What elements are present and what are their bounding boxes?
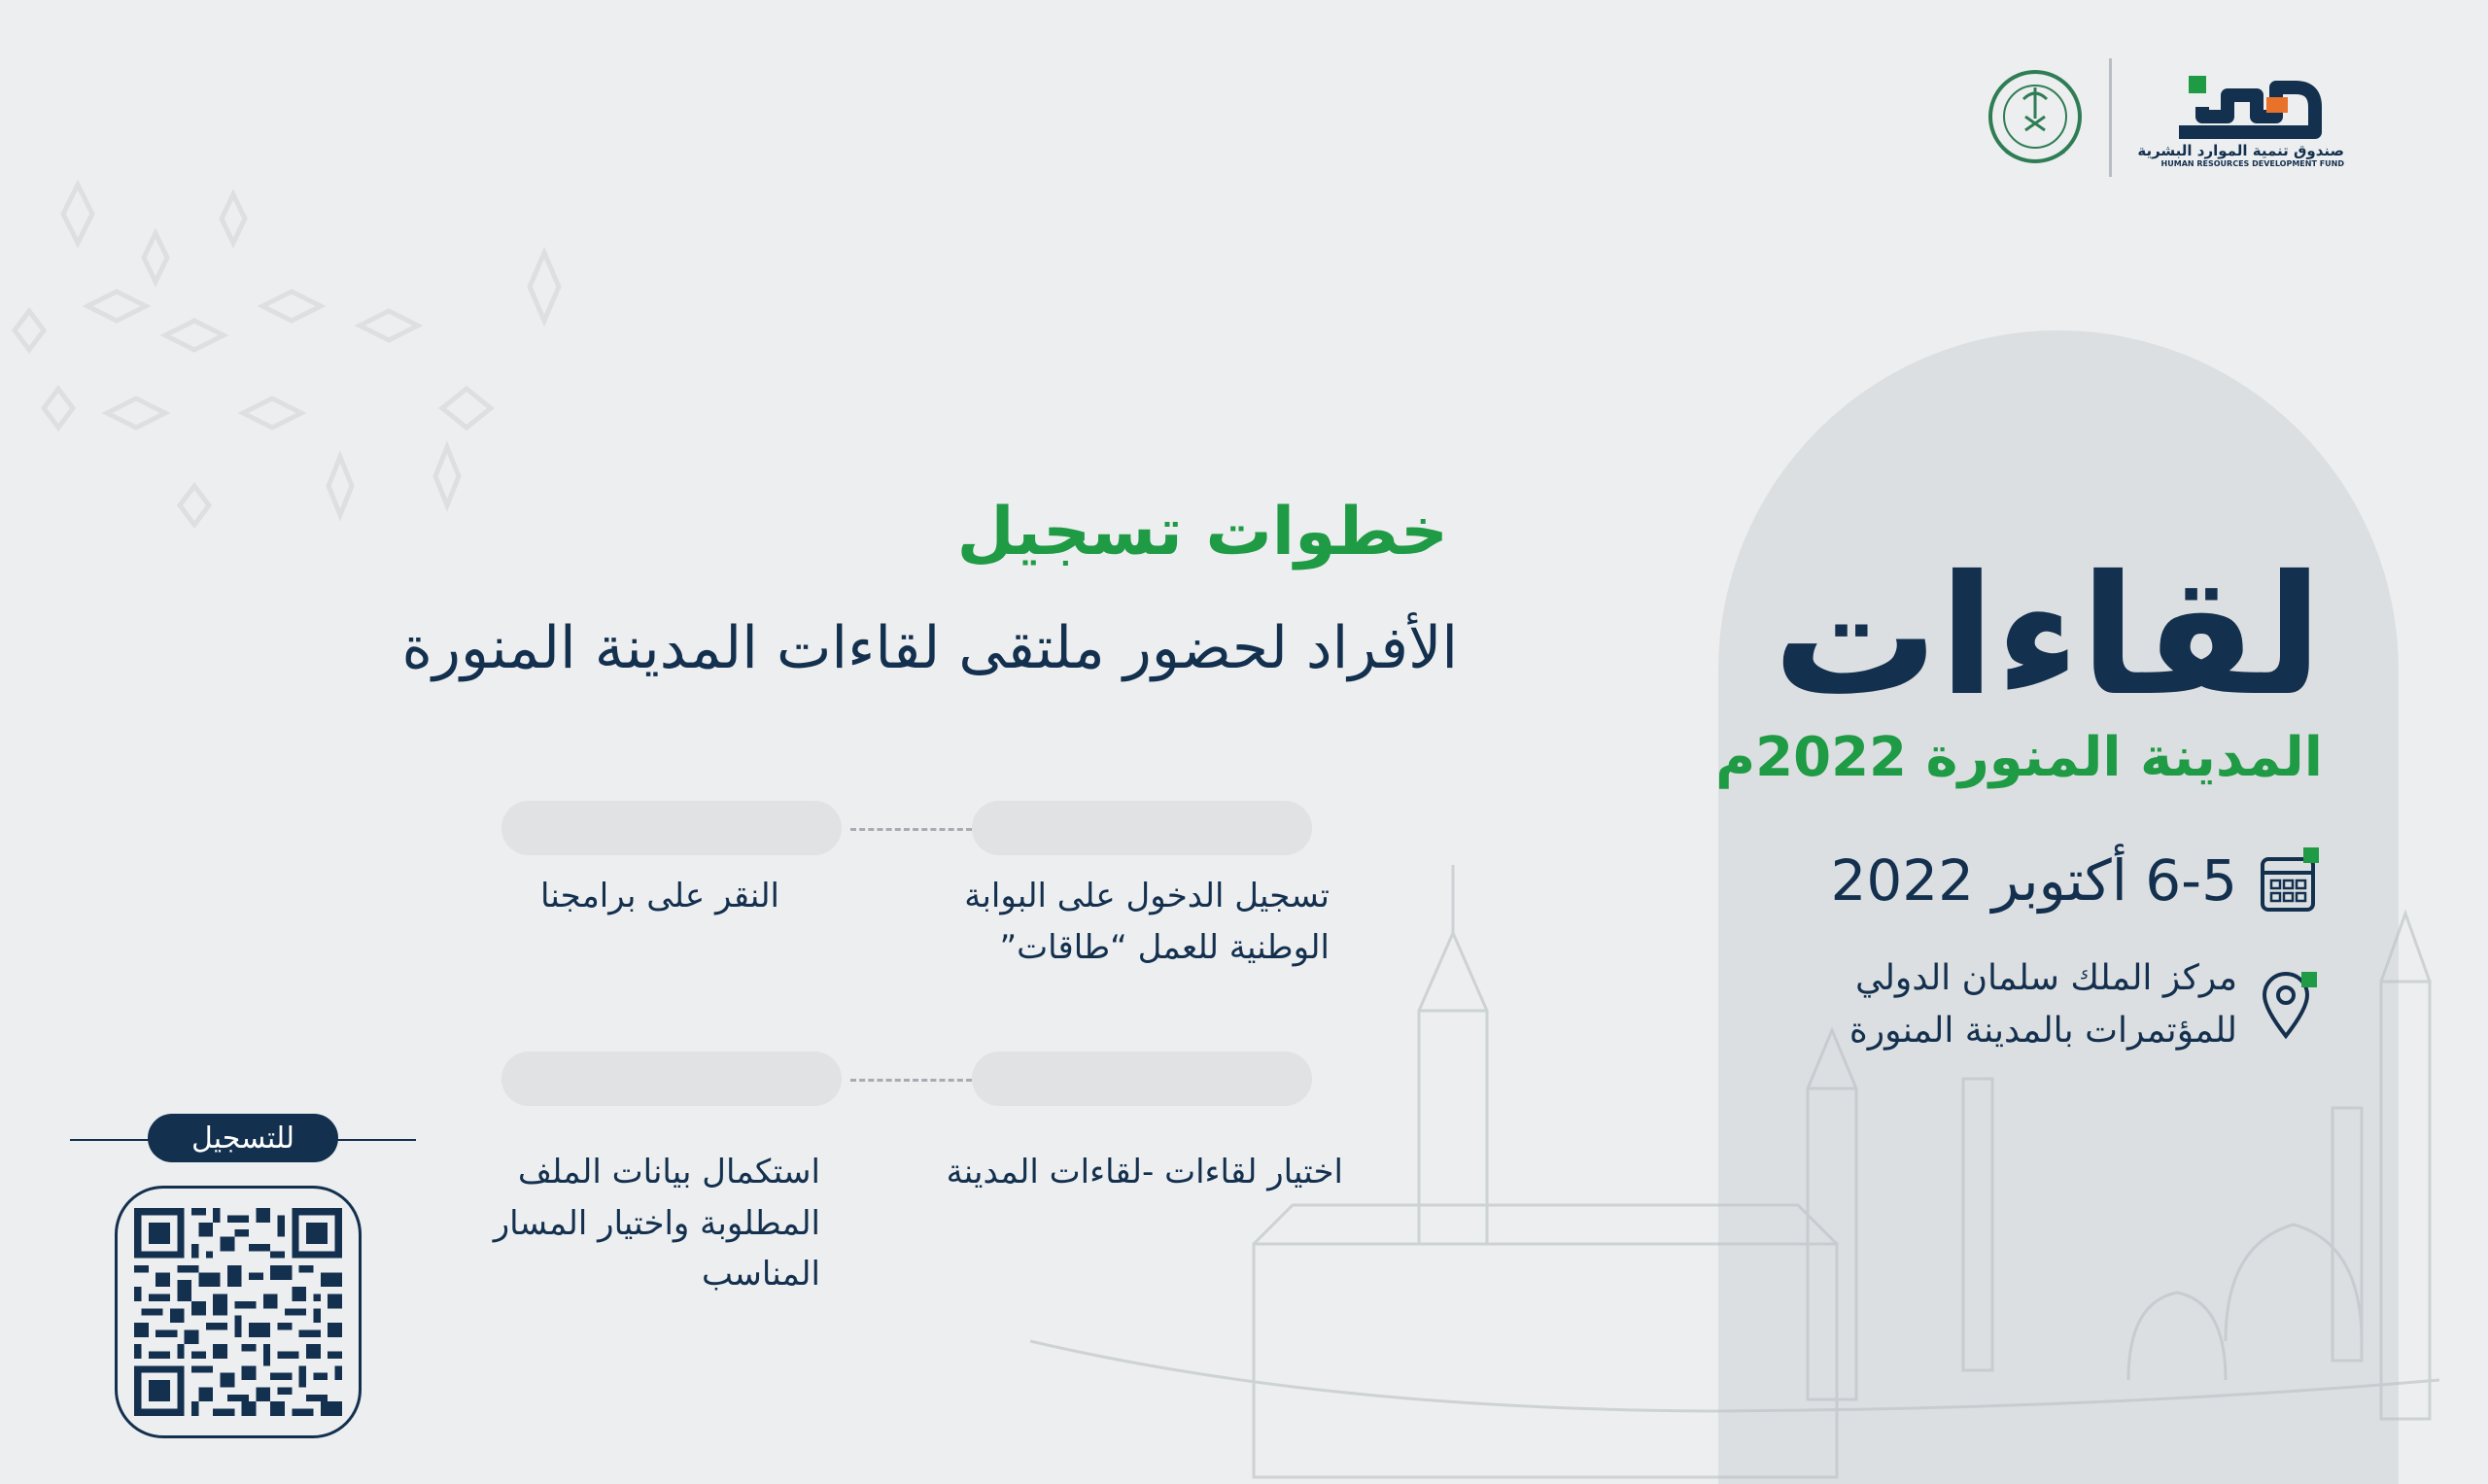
step-label-01 [964,871,1330,973]
step-bar-02 [501,801,842,855]
register-label: للتسجيل [148,1114,338,1162]
step-label-03-line1: اختيار لقاءات -لقاءات المدينة [946,1153,1343,1191]
hrdf-mark-icon [2169,68,2344,142]
event-location-line2: للمؤتمرات بالمدينة المنورة [1849,1011,2237,1051]
step-label-02-line1: النقر على برامجنا [540,877,779,915]
step-label-04-line2: المطلوبة واختيار المسار [493,1203,820,1243]
step-label-01-line2: الوطنية للعمل “طاقات” [999,927,1330,967]
event-location-line1: مركز الملك سلمان الدولي [1854,958,2237,998]
logo-divider [2109,58,2112,177]
location-pin-icon [2259,970,2321,1040]
page-title: خطوات تسجيل [956,494,1448,570]
decorative-pattern [0,165,583,554]
hrdf-logo [2137,68,2344,168]
step-bar-01 [972,801,1312,855]
step-bar-04 [501,1052,842,1106]
event-date-row [1830,846,2321,915]
calendar-icon [2259,846,2321,915]
step-label-04-line1: استكمال بيانات الملف [517,1153,820,1191]
header-logos [1987,58,2344,177]
step-bar-03 [972,1052,1312,1106]
page-subtitle: الأفراد لحضور ملتقى لقاءات المدينة المنورة [401,614,1458,682]
step-label-04 [494,1147,820,1300]
event-subtitle: المدينة المنورة 2022م [1715,726,2323,789]
step-label-01-line1: تسجيل الدخول على البوابة [964,877,1330,915]
event-title: لقاءات [1772,540,2323,733]
event-location [1849,952,2237,1057]
step-label-04-line3: المناسب [702,1255,820,1294]
step-label-02 [540,871,779,922]
event-location-row [1849,952,2321,1057]
hrdf-arabic-name: صندوق تنمية الموارد البشرية [2137,141,2344,159]
event-date: 6-5 أكتوبر 2022 [1830,847,2237,914]
emblem-logo [1987,58,2084,177]
qr-code-icon [134,1208,342,1416]
step-connector-01-02 [850,828,972,831]
step-label-03 [947,1147,1343,1198]
hrdf-english-name: HUMAN RESOURCES DEVELOPMENT FUND [2160,158,2344,168]
register-qr-code[interactable] [115,1186,362,1438]
step-connector-03-04 [850,1079,972,1082]
